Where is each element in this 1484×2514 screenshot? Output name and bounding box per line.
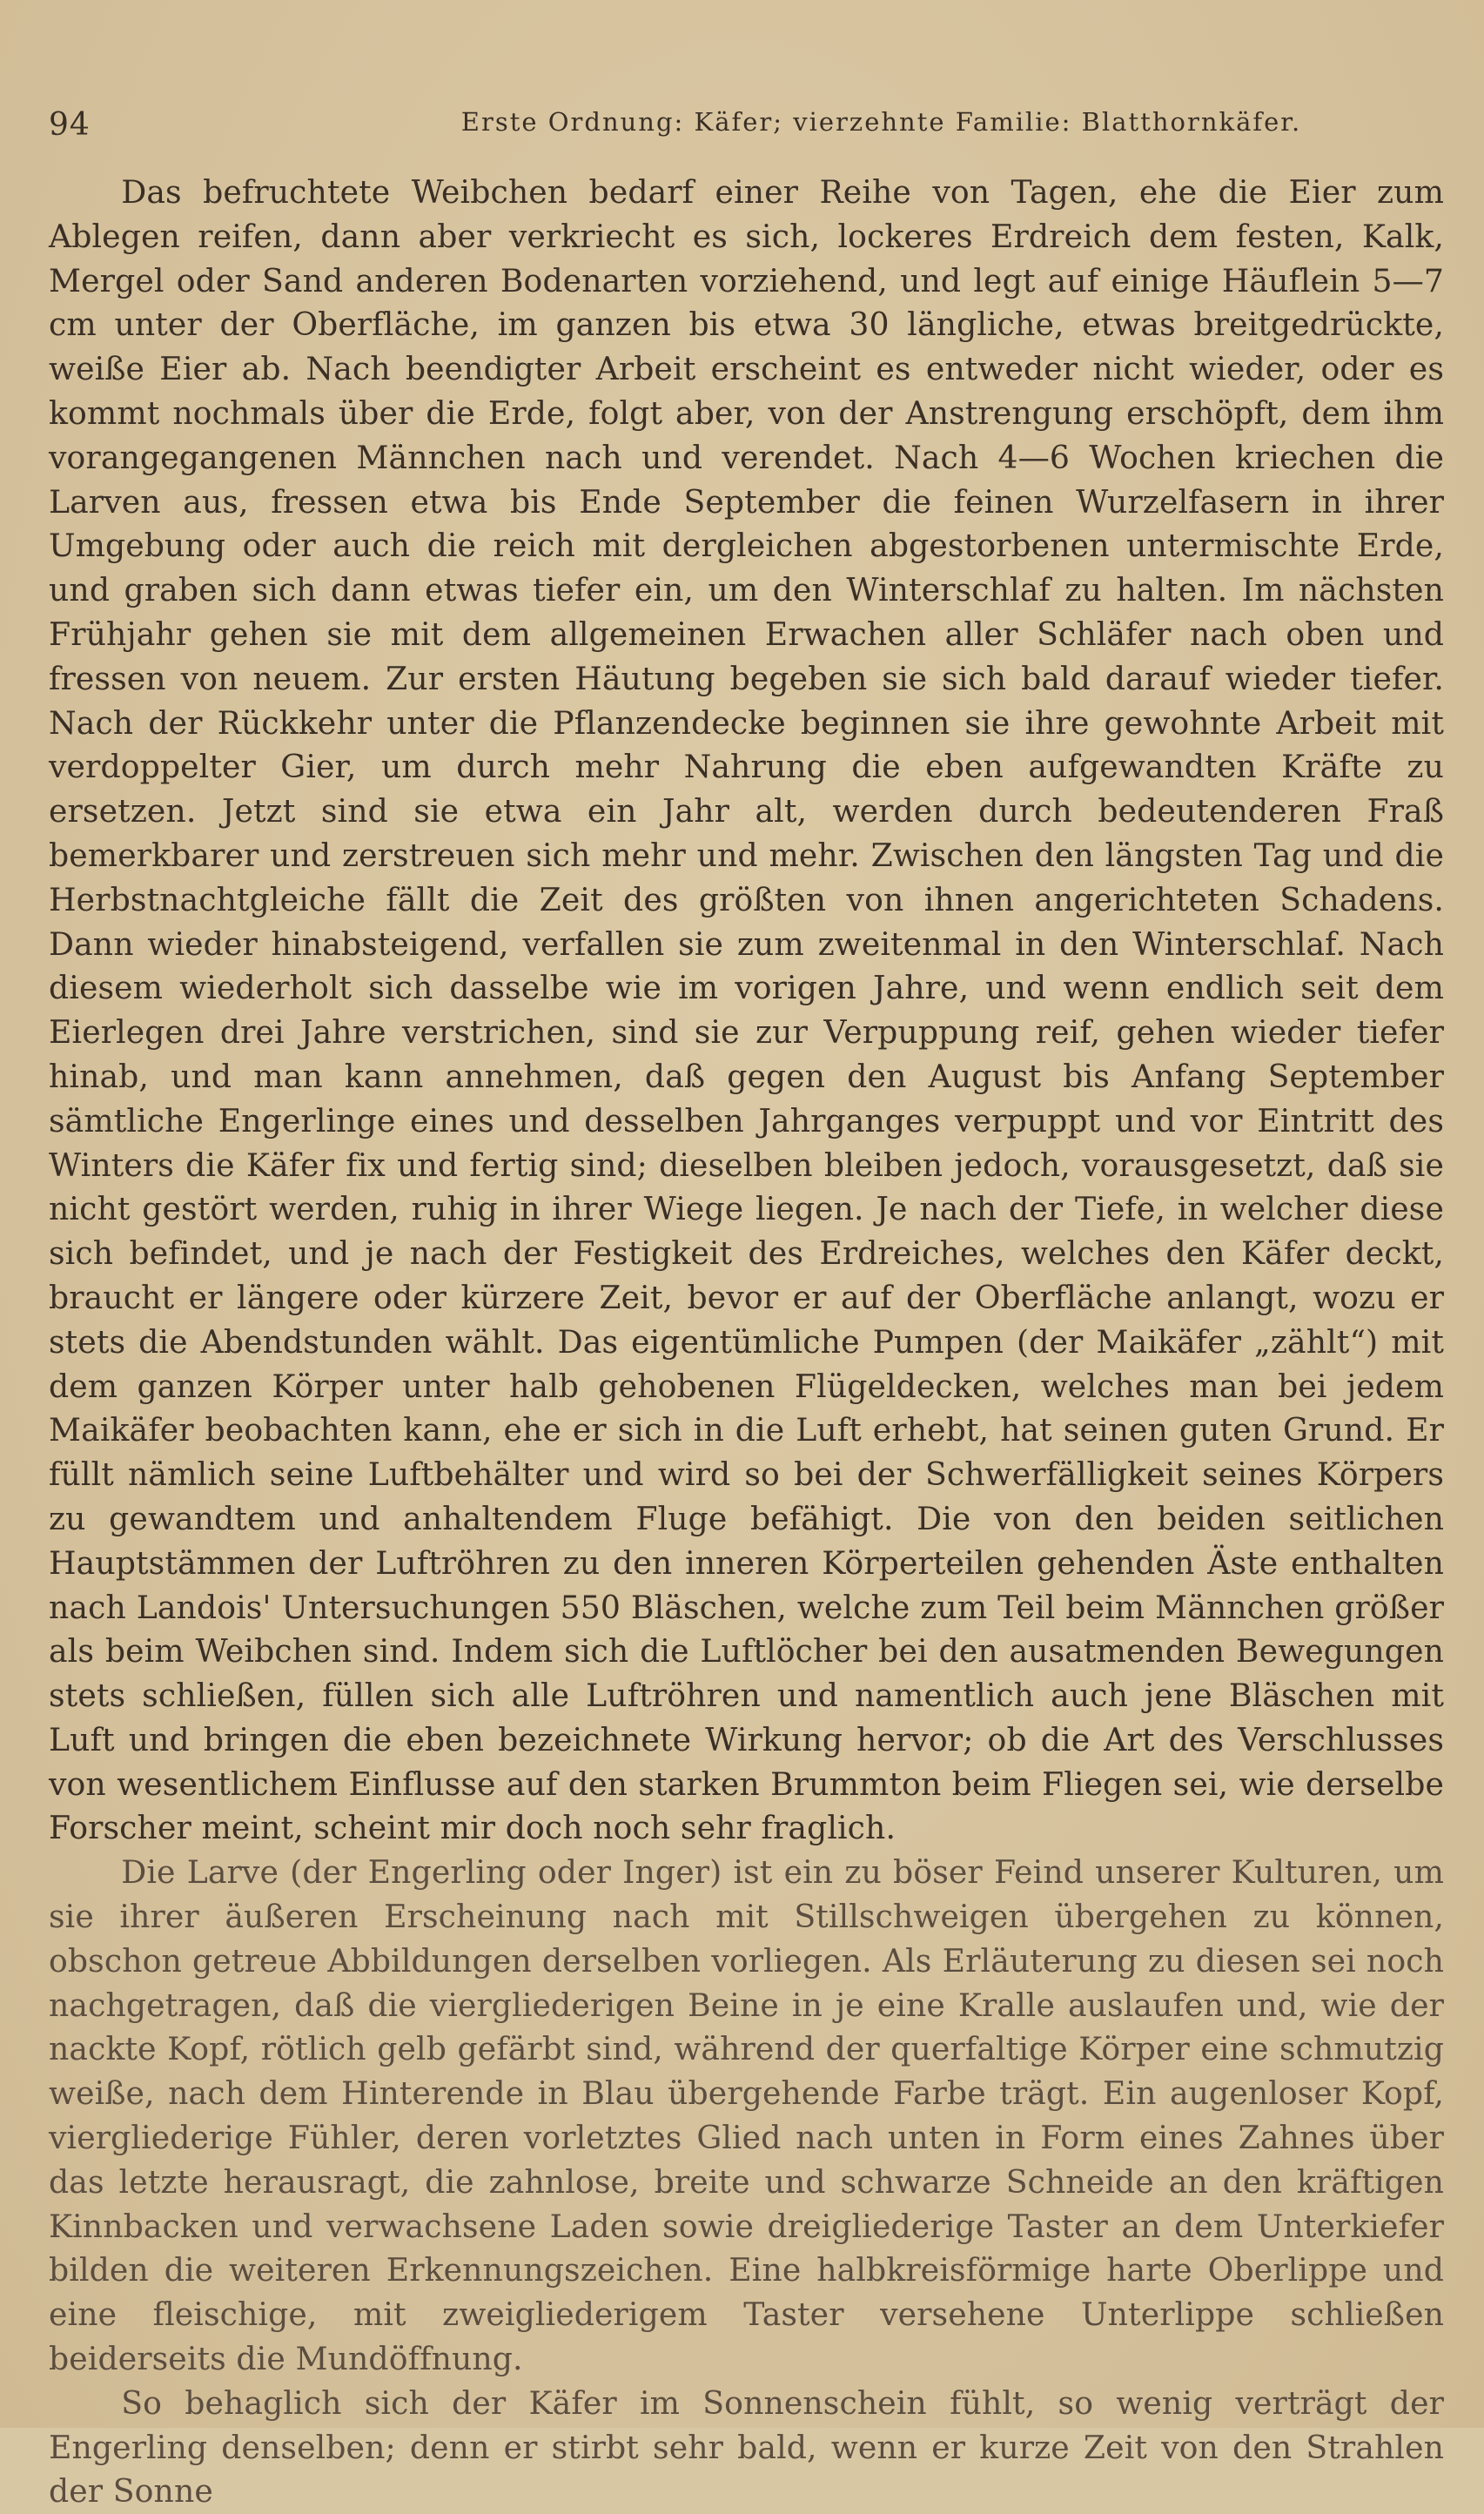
- paragraph-1: Das befruchtete Weibchen bedarf einer Reihe von Tagen, ehe die Eier zum Ablegen reifen, dann aber verkriecht es sich, lockeres Erdreich dem festen, Kalk, Mergel oder Sand anderen Bodenarten vorziehend, und legt auf einige Häuflein 5—7 cm unter der Oberfläche, im ganzen bis etwa 30 längliche, etwas breitgedrückte, weiße Eier ab. Nach beendigter Arbeit erscheint es entweder nicht wieder, oder es kommt nochmals über die Erde, folgt aber, von der Anstrengung erschöpft, dem ihm vorangegangenen Männchen nach und verendet. Nach 4—6 Wochen kriechen die Larven aus, fressen etwa bis Ende September die feinen Wurzelfasern in ihrer Umgebung oder auch die reich mit dergleichen abgestorbenen untermischte Erde, und graben sich dann etwas tiefer ein, um den Winterschlaf zu halten. Im nächsten Frühjahr gehen sie mit dem allgemeinen Erwachen aller Schläfer nach oben und fressen von neuem. Zur ersten Häutung begeben sie sich bald darauf wieder tiefer. Nach der Rückkehr unter die Pflanzendecke beginnen sie ihre gewohnte Arbeit mit verdoppelter Gier, um durch mehr Nahrung die eben aufgewandten Kräfte zu ersetzen. Jetzt sind sie etwa ein Jahr alt, werden durch bedeutenderen Fraß bemerkbarer und zerstreuen sich mehr und mehr. Zwischen den längsten Tag und die Herbstnachtgleiche fällt die Zeit des größten von ihnen angerichteten Schadens. Dann wieder hinabsteigend, verfallen sie zum zweitenmal in den Winterschlaf. Nach diesem wiederholt sich dasselbe wie im vorigen Jahre, und wenn endlich seit dem Eierlegen drei Jahre verstrichen, sind sie zur Verpuppung reif, gehen wieder tiefer hinab, und man kann annehmen, daß gegen den August bis Anfang September sämtliche Engerlinge eines und desselben Jahrganges verpuppt und vor Eintritt des Winters die Käfer fix und fertig sind; dieselben bleiben jedoch, vorausgesetzt, daß sie nicht gestört werden, ruhig in ihrer Wiege liegen. Je nach der Tiefe, in welcher diese sich befindet, und je nach der Festigkeit des Erdreiches, welches den Käfer deckt, braucht er längere oder kürzere Zeit, bevor er auf der Oberfläche anlangt, wozu er stets die Abendstunden wählt. Das eigentümliche Pumpen (der Maikäfer „zählt“) mit dem ganzen Körper unter halb gehobenen Flügeldecken, welches man bei jedem Maikäfer beobachten kann, ehe er sich in die Luft erhebt, hat seinen guten Grund. Er füllt nämlich seine Luftbehälter und wird so bei der Schwerfälligkeit seines Körpers zu gewandtem und anhaltendem Fluge befähigt. Die von den beiden seitlichen Hauptstämmen der Luftröhren zu den inneren Körperteilen gehenden Äste enthalten nach Landois' Untersuchungen 550 Bläschen, welche zum Teil beim Männchen größer als beim Weibchen sind. Indem sich die Luftlöcher bei den ausatmenden Bewegungen stets schließen, füllen sich alle Luftröhren und namentlich auch jene Bläschen mit Luft und bringen die eben bezeichnete Wirkung hervor; ob die Art des Verschlusses von wesentlichem Einflusse auf den starken Brummton beim Fliegen sei, wie derselbe Forscher meint, scheint mir doch noch sehr fraglich.: [49, 173, 1444, 1847]
- paragraph-2: Die Larve (der Engerling oder Inger) ist ein zu böser Feind unserer Kulturen, um sie ihrer äußeren Erscheinung nach mit Stillschweigen übergehen zu können, obschon getreue Abbildungen derselben vorliegen. Als Erläuterung zu diesen sei noch nachgetragen, daß die viergliederigen Beine in je eine Kralle auslaufen und, wie der nackte Kopf, rötlich gelb gefärbt sind, während der querfaltige Körper eine schmutzig weiße, nach dem Hinterende in Blau übergehende Farbe trägt. Ein augenloser Kopf, viergliederige Fühler, deren vorletztes Glied nach unten in Form eines Zahnes über das letzte herausragt, die zahnlose, breite und schwarze Schneide an den kräftigen Kinnbacken und verwachsene Laden sowie dreigliederige Taster an dem Unterkiefer bilden die weiteren Erkennungszeichen. Eine halbkreisförmige harte Oberlippe und eine fleischige, mit zweigliederigem Taster versehene Unterlippe schließen beiderseits die Mundöffnung.: [49, 1853, 1444, 2378]
- running-head: [49, 103, 1444, 141]
- running-title: Erste Ordnung: Käfer; vierzehnte Familie: Blatthornkäfer.: [460, 107, 1302, 137]
- body-text: [49, 171, 1444, 2514]
- paragraph-3: So behaglich sich der Käfer im Sonnenschein fühlt, so wenig verträgt der Engerling denselben; denn er stirbt sehr bald, wenn er kurze Zeit von den Strahlen der Sonne: [49, 2383, 1444, 2511]
- page-number: 94: [49, 107, 91, 143]
